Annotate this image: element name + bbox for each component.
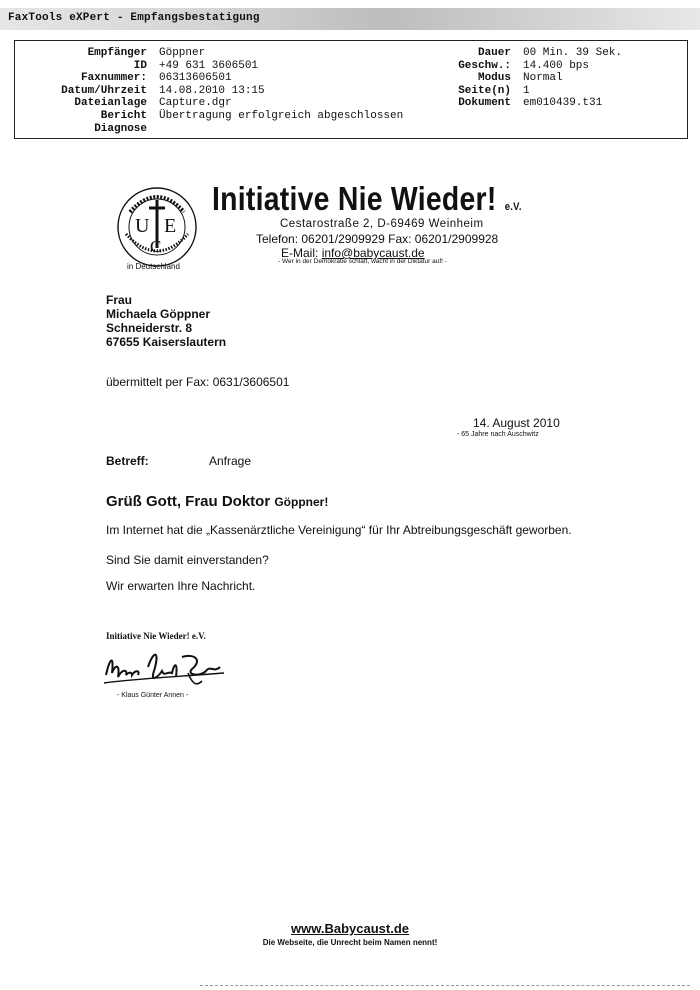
recipient-city: 67655 Kaiserslautern xyxy=(106,335,227,349)
letter-date: 14. August 2010 xyxy=(473,416,560,430)
fax-label: Datum/Uhrzeit xyxy=(61,84,147,97)
fax-label: Diagnose xyxy=(94,122,147,135)
fax-transmission-note: übermittelt per Fax: 0631/3606501 xyxy=(106,375,290,389)
signature-organization: Initiative Nie Wieder! e.V. xyxy=(106,631,206,641)
subject-label: Betreff: xyxy=(106,454,149,468)
seal-letter-u: U xyxy=(135,215,150,237)
fax-labels-left xyxy=(15,47,147,135)
fax-value: 06313606501 xyxy=(159,72,232,85)
organization-name xyxy=(212,180,522,218)
handwritten-signature xyxy=(102,643,227,693)
fax-title: FaxTools eXPert - Empfangsbestatigung xyxy=(8,12,260,24)
fax-label: Bericht xyxy=(100,109,147,122)
organization-seal-logo xyxy=(116,186,198,268)
fax-values-left xyxy=(159,47,403,135)
footer-tagline: Die Webseite, die Unrecht beim Namen nennt! xyxy=(262,938,438,947)
fax-value: +49 631 3606501 xyxy=(159,59,259,72)
greeting-name: Göppner! xyxy=(274,495,329,509)
bottom-rule xyxy=(200,985,690,986)
fax-value: 00 Min. 39 Sek. xyxy=(523,47,623,59)
fax-label: Seite(n) xyxy=(458,84,511,97)
fax-label: Modus xyxy=(477,72,511,85)
fax-label: Faxnummer: xyxy=(80,72,147,85)
body-paragraph: Sind Sie damit einverstanden? xyxy=(106,553,269,567)
fax-value: Übertragung erfolgreich abgeschlossen xyxy=(159,109,404,122)
fax-label: Dokument xyxy=(458,97,511,110)
seal-caption: in Deutschland xyxy=(127,262,180,271)
recipient-salutation: Frau xyxy=(106,293,133,307)
fax-labels-right xyxy=(395,47,511,110)
fax-value: em010439.t31 xyxy=(523,97,603,110)
fax-value: 1 xyxy=(523,84,530,97)
fax-label: Geschw.: xyxy=(458,59,511,72)
fax-value: Capture.dgr xyxy=(159,97,232,110)
fax-value: 14.08.2010 13:15 xyxy=(159,84,265,97)
fax-label: ID xyxy=(133,59,147,72)
organization-suffix: e.V. xyxy=(504,201,522,213)
body-paragraph: Im Internet hat die „Kassenärztliche Vereinigung“ für Ihr Abtreibungsgeschäft geworben. xyxy=(106,523,572,537)
letter-date-note: - 65 Jahre nach Auschwitz xyxy=(457,431,539,438)
greeting-text: Grüß Gott, Frau Doktor xyxy=(106,493,271,510)
fax-value: 14.400 bps xyxy=(523,59,590,72)
seal-letter-e: E xyxy=(164,215,177,237)
fax-value: Göppner xyxy=(159,47,206,59)
signatory-name: - Klaus Günter Annen - xyxy=(117,692,189,699)
fax-report-box xyxy=(14,40,688,139)
org-phone-fax: Telefon: 06201/2909929 Fax: 06201/2909928 xyxy=(256,232,499,246)
fax-label: Dauer xyxy=(477,47,511,59)
footer-website-link[interactable]: www.Babycaust.de xyxy=(291,921,409,936)
seal-letter-c: C xyxy=(150,237,162,256)
fax-value: Normal xyxy=(523,72,563,85)
fax-label: Dateianlage xyxy=(74,97,147,110)
org-slogan: - Wer in der Demokratie schläft, wacht in der Diktatur auf! - xyxy=(278,258,447,265)
recipient-name: Michaela Göppner xyxy=(106,307,211,321)
fax-values-right xyxy=(523,47,622,110)
letter-greeting xyxy=(106,493,328,510)
email-label: E-Mail: xyxy=(281,246,319,260)
email-link[interactable]: info@babycaust.de xyxy=(321,246,425,260)
subject-value: Anfrage xyxy=(209,454,252,468)
fax-label: Empfänger xyxy=(87,47,147,59)
body-paragraph: Wir erwarten Ihre Nachricht. xyxy=(106,579,256,593)
recipient-street: Schneiderstr. 8 xyxy=(106,321,193,335)
fax-value xyxy=(159,123,403,136)
org-address: Cestarostraße 2, D-69469 Weinheim xyxy=(280,218,484,230)
organization-name-text: Initiative Nie Wieder! xyxy=(212,180,497,217)
